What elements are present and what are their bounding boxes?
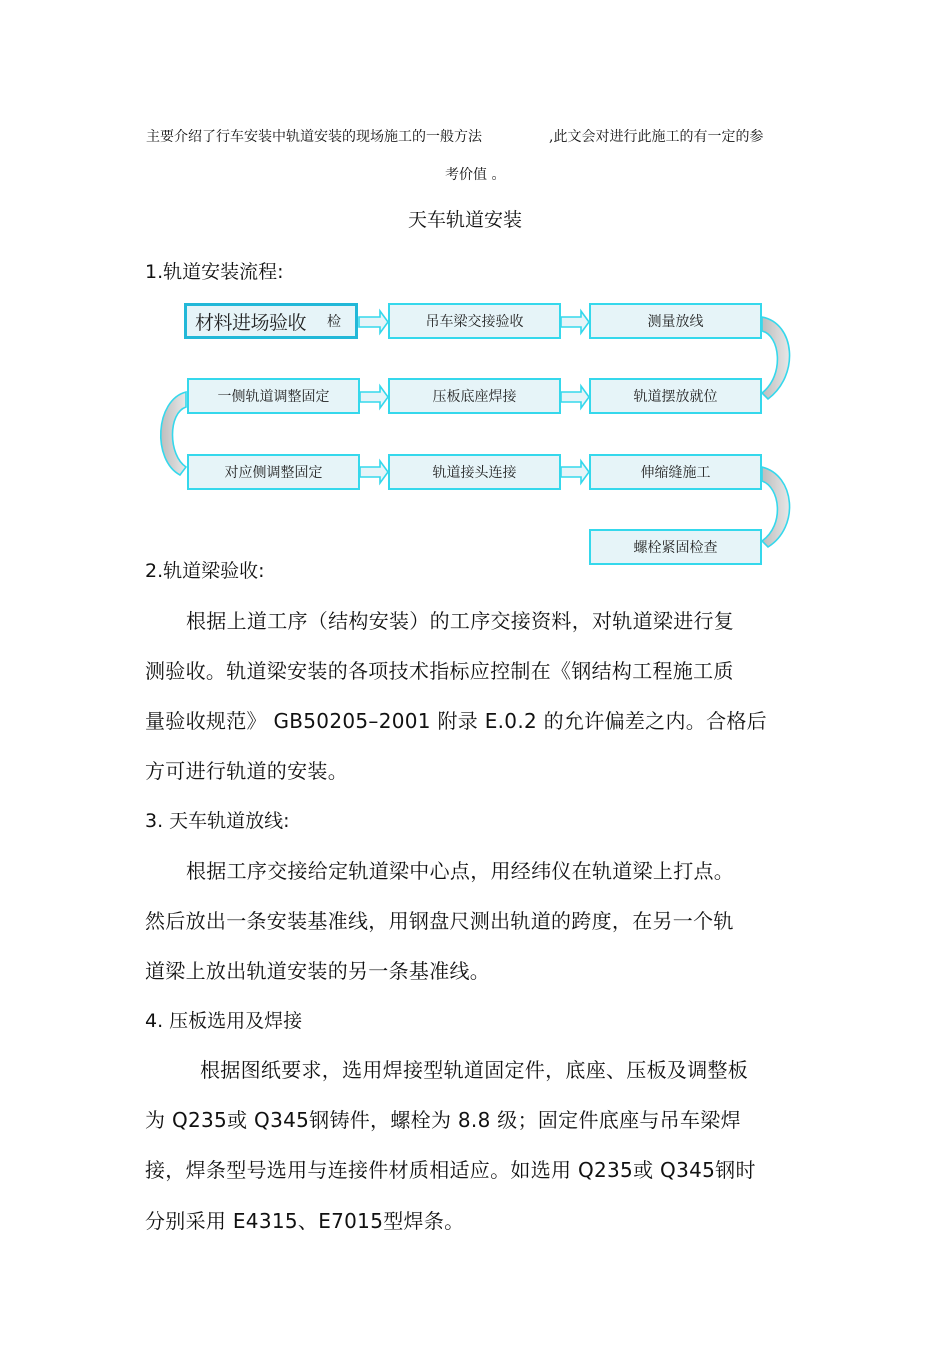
flow-step-label-small: 检 [327, 314, 341, 330]
curved-arrow-icon [161, 392, 186, 475]
flow-step-label: 材料进场验收 [195, 311, 307, 334]
arrow-right-icon [359, 311, 388, 333]
section-2-line: 量验收规范》 GB50205–2001 附录 E.0.2 的允许偏差之内。合格后 [145, 709, 767, 733]
section-4-line: 为 Q235或 Q345钢铸件，螺栓为 8.8 级；固定件底座与吊车梁焊 [145, 1108, 741, 1132]
arrow-right-icon [360, 461, 388, 483]
intro-line-2: 考价值 。 [445, 167, 506, 183]
flow-step-expansion-joint: 伸缩缝施工 [589, 454, 762, 490]
section-2-line: 根据上道工序（结构安装）的工序交接资料，对轨道梁进行复 [186, 609, 735, 633]
flow-step-survey-setout: 测量放线 [589, 303, 762, 339]
section-2-line: 方可进行轨道的安装。 [145, 759, 348, 783]
flow-step-rail-joint: 轨道接头连接 [388, 454, 561, 490]
section-4-line: 分别采用 E4315、E7015型焊条。 [145, 1209, 465, 1233]
arrow-right-icon [561, 461, 589, 483]
section-3-line: 然后放出一条安装基准线，用钢盘尺测出轨道的跨度，在另一个轨 [145, 909, 734, 933]
flow-step-plate-welding: 压板底座焊接 [388, 378, 561, 414]
flow-step-material-inspection [184, 303, 358, 339]
intro-line-1a: 主要介绍了行车安装中轨道安装的现场施工的一般方法 [146, 129, 482, 145]
curved-arrow-icon [762, 317, 790, 399]
section-4-line: 接，焊条型号选用与连接件材质相适应。如选用 Q235或 Q345钢时 [145, 1158, 756, 1182]
page-title: 天车轨道安装 [408, 209, 523, 231]
arrow-right-icon [561, 311, 589, 333]
section-1-heading: 1.轨道安装流程: [145, 261, 284, 283]
flow-step-other-side-adjust: 对应侧调整固定 [187, 454, 360, 490]
flow-step-bolt-check: 螺栓紧固检查 [589, 529, 762, 565]
section-3-heading: 3. 天车轨道放线: [145, 810, 290, 832]
arrow-right-icon [561, 386, 589, 408]
section-4-line: 根据图纸要求，选用焊接型轨道固定件，底座、压板及调整板 [200, 1058, 749, 1082]
flow-step-rail-placement: 轨道摆放就位 [589, 378, 762, 414]
section-3-line: 根据工序交接给定轨道梁中心点，用经纬仪在轨道梁上打点。 [186, 859, 735, 883]
section-3-line: 道梁上放出轨道安装的另一条基准线。 [145, 959, 491, 983]
section-2-line: 测验收。轨道梁安装的各项技术指标应控制在《钢结构工程施工质 [145, 659, 734, 683]
flow-step-one-side-adjust: 一侧轨道调整固定 [187, 378, 360, 414]
section-4-heading: 4. 压板选用及焊接 [145, 1010, 303, 1032]
intro-line-1b: ,此文会对进行此施工的有一定的参 [549, 129, 764, 145]
flow-step-beam-handover: 吊车梁交接验收 [388, 303, 561, 339]
section-2-heading: 2.轨道梁验收: [145, 560, 265, 582]
curved-arrow-icon [762, 467, 790, 547]
arrow-right-icon [360, 386, 388, 408]
